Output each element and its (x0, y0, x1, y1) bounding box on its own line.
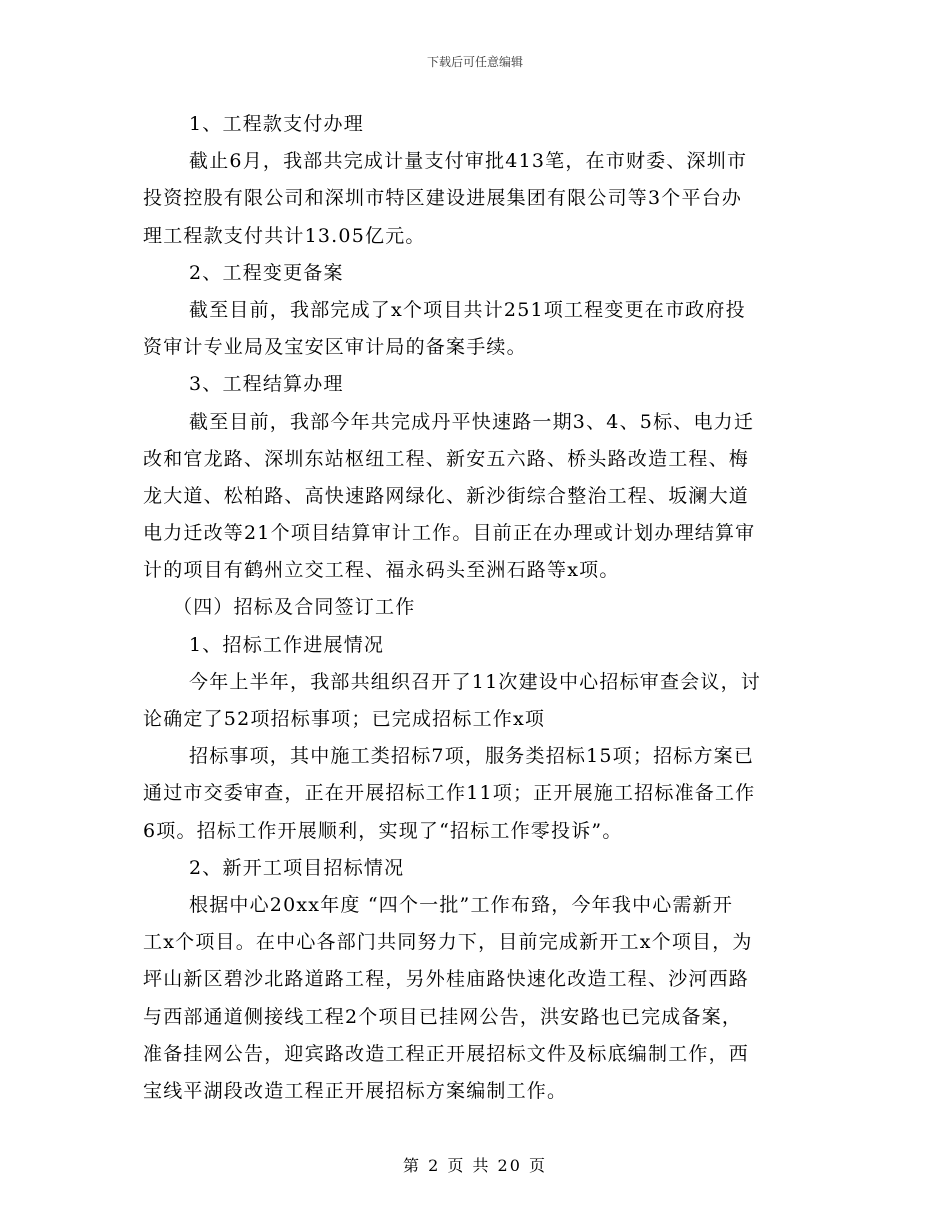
body-line: 计的项目有鹤州立交工程、福永码头至洲石路等x项。 (143, 559, 620, 582)
body-line: 截至目前，我部完成了x个项目共计251项工程变更在市政府投 (189, 298, 746, 321)
body-line: 截至目前，我部今年共完成丹平快速路一期3、4、5标、电力迁 (189, 410, 755, 433)
body-line: 与西部通道侧接线工程2个项目已挂网公告，洪安路也已完成备案， (143, 1005, 743, 1028)
section-heading: （四）招标及合同签订工作 (173, 596, 416, 619)
body-line: 投资控股有限公司和深圳市特区建设进展集团有限公司等3个平台办 (143, 187, 743, 210)
body-line: 1、招标工作进展情况 (189, 633, 385, 656)
body-line: 电力迁改等21个项目结算审计工作。目前正在办理或计划办理结算审 (143, 522, 756, 545)
body-line: 6项。招标工作开展顺利，实现了“招标工作零投诉”。 (143, 819, 623, 842)
body-line: 1、工程款支付办理 (189, 113, 364, 135)
body-line: 坪山新区碧沙北路道路工程，另外桂庙路快速化改造工程、沙河西路 (143, 968, 750, 991)
body-line: 截止6月，我部共完成计量支付审批413笔，在市财委、深圳市 (189, 150, 748, 173)
body-line: 改和官龙路、深圳东站枢纽工程、新安五六路、桥头路改造工程、梅 (143, 447, 750, 470)
body-line: 2、新开工项目招标情况 (189, 856, 405, 879)
body-line: 根据中心20xx年度 “四个一批”工作布臵，今年我中心需新开 (189, 893, 734, 916)
page-number: 第 2 页 共 20 页 (403, 1156, 547, 1175)
body-line: 工x个项目。在中心各部门共同努力下，目前完成新开工x个项目，为 (143, 931, 753, 954)
body-line: 招标事项，其中施工类招标7项，服务类招标15项；招标方案已 (189, 745, 755, 768)
body-line: 今年上半年，我部共组织召开了11次建设中心招标审查会议，讨 (189, 670, 761, 693)
body-line: 理工程款支付共计13.05亿元。 (143, 224, 426, 247)
body-line: 2、工程变更备案 (189, 261, 344, 284)
body-line: 论确定了52项招标事项；已完成招标工作x项 (143, 708, 546, 730)
body-line: 龙大道、松柏路、高快速路网绿化、新沙街综合整治工程、坂澜大道 (143, 484, 750, 507)
body-line: 通过市交委审查，正在开展招标工作11项；正开展施工招标准备工作 (143, 782, 756, 805)
document-body (143, 106, 811, 1110)
body-line: 宝线平湖段改造工程正开展招标方案编制工作。 (143, 1079, 568, 1102)
page-header: 下载后可任意编辑 (426, 55, 523, 69)
body-line: 资审计专业局及宝安区审计局的备案手续。 (143, 336, 527, 359)
body-line: 3、工程结算办理 (189, 373, 344, 396)
body-line: 准备挂网公告，迎宾路改造工程正开展招标文件及标底编制工作，西 (143, 1042, 750, 1065)
